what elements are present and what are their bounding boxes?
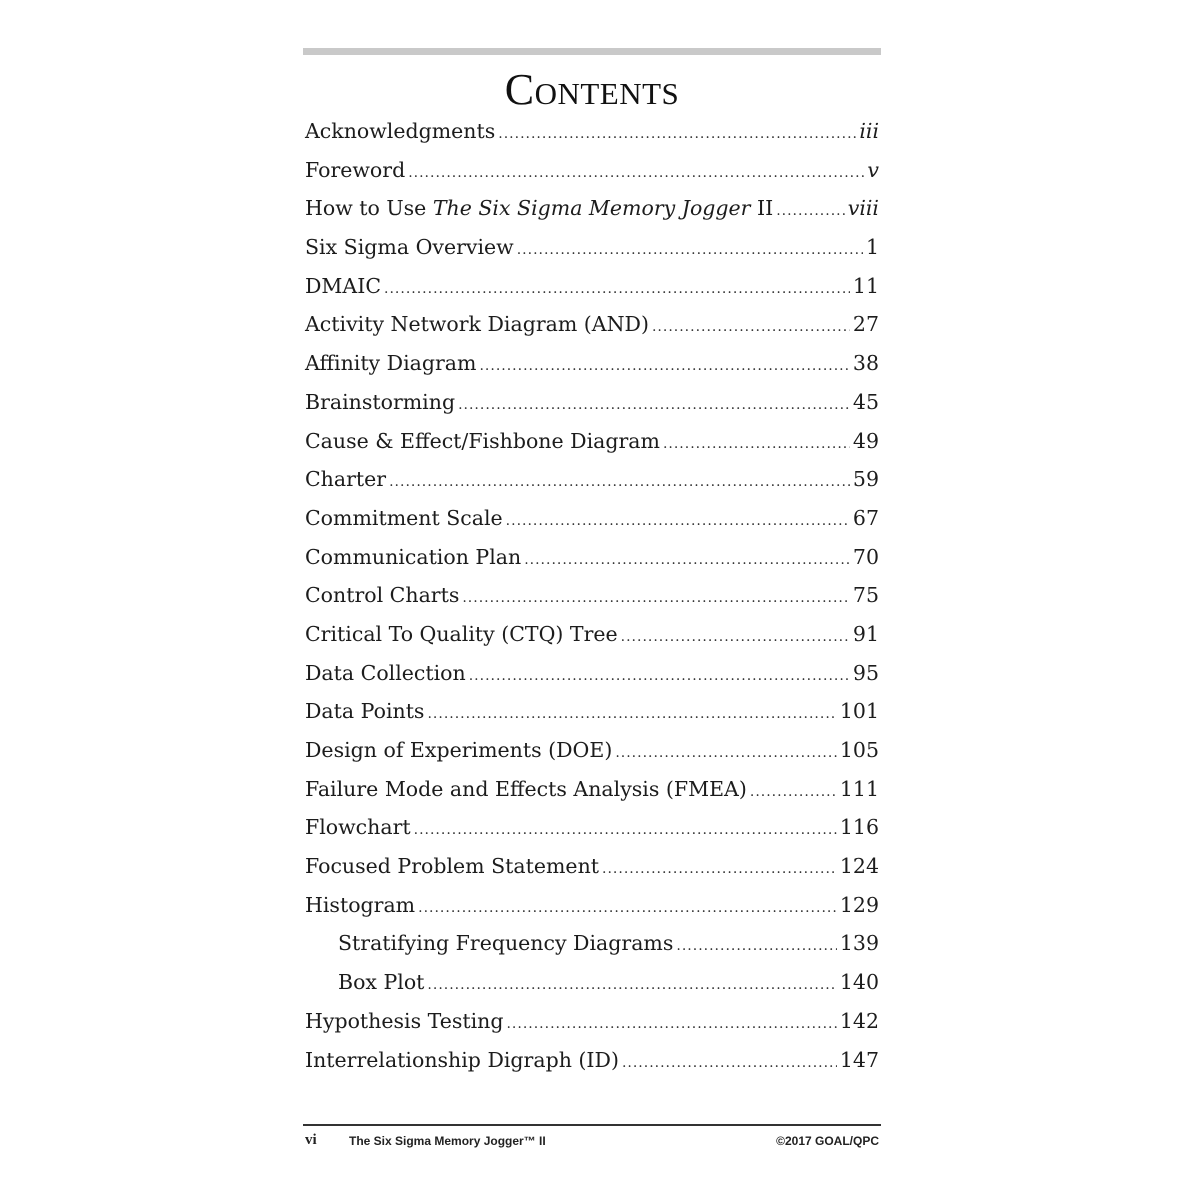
- toc-entry: [305, 963, 879, 1002]
- toc-entry-page: iii: [859, 119, 879, 143]
- dot-leader: [506, 1005, 836, 1044]
- toc-entry-label: Communication Plan: [305, 544, 522, 569]
- dot-leader: [498, 115, 856, 154]
- toc-entry: [305, 267, 879, 306]
- toc-entry-label: Cause & Effect/Fishbone Diagram: [305, 428, 660, 453]
- toc-entry: [305, 692, 879, 731]
- toc-entry: [305, 1041, 879, 1080]
- toc-entry: [305, 886, 879, 925]
- toc-entry-page: 142: [839, 1008, 879, 1033]
- toc-entry-page: 70: [852, 544, 879, 569]
- toc-entry-label: Brainstorming: [305, 389, 456, 414]
- toc-entry: [305, 499, 879, 538]
- dot-leader: [776, 192, 845, 231]
- dot-leader: [524, 541, 850, 580]
- dot-leader: [427, 695, 836, 734]
- toc-entry-page: 105: [839, 738, 879, 762]
- toc-entry-page: v: [867, 157, 879, 182]
- dot-leader: [479, 347, 849, 386]
- toc-entry: [305, 383, 879, 422]
- toc-entry: [305, 460, 879, 499]
- dot-leader: [615, 734, 837, 773]
- dot-leader: [408, 154, 864, 193]
- toc-entry-page: 139: [839, 931, 879, 956]
- book-page: [303, 48, 881, 1158]
- toc-list: [305, 112, 879, 1079]
- folio-number: vi: [305, 1132, 317, 1148]
- copyright-notice: ©2017 GOAL/QPC: [776, 1134, 879, 1148]
- toc-entry-label: Commitment Scale: [305, 505, 503, 530]
- bottom-rule: [303, 1124, 881, 1126]
- toc-entry-page: 1: [865, 235, 879, 260]
- page-footer: [303, 1132, 881, 1154]
- toc-entry-page: 147: [839, 1047, 879, 1072]
- toc-entry: [305, 305, 879, 344]
- toc-entry-page: 11: [852, 273, 879, 298]
- toc-entry-label: Failure Mode and Effects Analysis (FMEA): [305, 776, 747, 801]
- dot-leader: [414, 811, 837, 850]
- toc-entry-page: 124: [839, 854, 879, 879]
- toc-entry-page: 111: [839, 776, 879, 801]
- toc-entry: [305, 808, 879, 847]
- dot-leader: [676, 927, 836, 966]
- toc-entry-page: 116: [839, 815, 879, 840]
- toc-entry: [305, 1002, 879, 1041]
- toc-entry-label: DMAIC: [305, 273, 382, 298]
- toc-entry-label: Histogram: [305, 892, 416, 917]
- dot-leader: [427, 966, 836, 1005]
- dot-leader: [418, 889, 837, 928]
- dot-leader: [602, 850, 837, 889]
- toc-entry-label: Hypothesis Testing: [305, 1008, 504, 1033]
- toc-entry: [305, 731, 879, 770]
- toc-entry-label: Stratifying Frequency Diagrams: [338, 931, 674, 956]
- toc-entry-page: 129: [839, 892, 879, 917]
- toc-entry: [305, 189, 879, 228]
- toc-entry-label: Six Sigma Overview: [305, 235, 514, 260]
- dot-leader: [517, 231, 863, 270]
- toc-entry-label: Critical To Quality (CTQ) Tree: [305, 621, 618, 646]
- toc-entry-page: 27: [852, 312, 879, 337]
- toc-entry-page: 140: [839, 970, 879, 995]
- toc-entry: [305, 151, 879, 190]
- toc-entry-label: Data Points: [305, 699, 425, 724]
- toc-entry-label: Charter: [305, 467, 387, 492]
- book-title: The Six Sigma Memory Jogger™ II: [349, 1134, 546, 1148]
- toc-entry-label: Data Collection: [305, 660, 466, 685]
- toc-entry-page: 45: [852, 389, 879, 414]
- toc-entry-page: viii: [847, 196, 879, 221]
- toc-entry: [305, 538, 879, 577]
- toc-entry-page: 38: [852, 351, 879, 376]
- toc-entry-label: Focused Problem Statement: [305, 854, 600, 879]
- toc-entry-label: Control Charts: [305, 583, 460, 608]
- dot-leader: [621, 618, 850, 657]
- page-title: Contents: [504, 65, 680, 114]
- toc-entry-label: Activity Network Diagram (AND): [305, 312, 649, 337]
- toc-entry-label-suffix: II: [750, 196, 774, 221]
- toc-entry-page: 101: [839, 699, 879, 724]
- dot-leader: [469, 657, 850, 696]
- toc-entry: [305, 654, 879, 693]
- dot-leader: [750, 773, 837, 812]
- toc-entry-page: 91: [852, 621, 879, 646]
- toc-entry: [305, 924, 879, 963]
- dot-leader: [458, 386, 850, 425]
- dot-leader: [622, 1044, 837, 1083]
- toc-entry-page: 75: [852, 583, 879, 608]
- toc-entry: [305, 615, 879, 654]
- toc-entry-label-prefix: How to Use: [305, 196, 433, 221]
- top-rule: [303, 48, 881, 55]
- dot-leader: [506, 502, 850, 541]
- toc-entry-label: Flowchart: [305, 815, 411, 840]
- dot-leader: [663, 425, 850, 464]
- toc-entry-label: Box Plot: [338, 970, 425, 995]
- toc-entry-label: Design of Experiments (DOE): [305, 738, 613, 762]
- toc-entry-page: 67: [852, 505, 879, 530]
- toc-entry-page: 49: [852, 428, 879, 453]
- toc-entry: [305, 344, 879, 383]
- toc-entry-label: Interrelationship Digraph (ID): [305, 1047, 619, 1072]
- toc-entry-page: 95: [852, 660, 879, 685]
- toc-entry-label: Acknowledgments: [305, 119, 496, 143]
- toc-entry: [305, 422, 879, 461]
- dot-leader: [389, 463, 850, 502]
- toc-entry-page: 59: [852, 467, 879, 492]
- dot-leader: [652, 308, 850, 347]
- dot-leader: [462, 579, 850, 618]
- toc-entry-label: Foreword: [305, 157, 406, 182]
- dot-leader: [384, 270, 850, 309]
- toc-entry: [305, 112, 879, 151]
- toc-entry-label-italic: The Six Sigma Memory Jogger: [432, 196, 751, 221]
- toc-entry: [305, 770, 879, 809]
- toc-entry: [305, 228, 879, 267]
- toc-entry-label: Affinity Diagram: [305, 351, 477, 376]
- toc-entry: [305, 847, 879, 886]
- toc-entry: [305, 576, 879, 615]
- toc-entry-label: [305, 189, 773, 228]
